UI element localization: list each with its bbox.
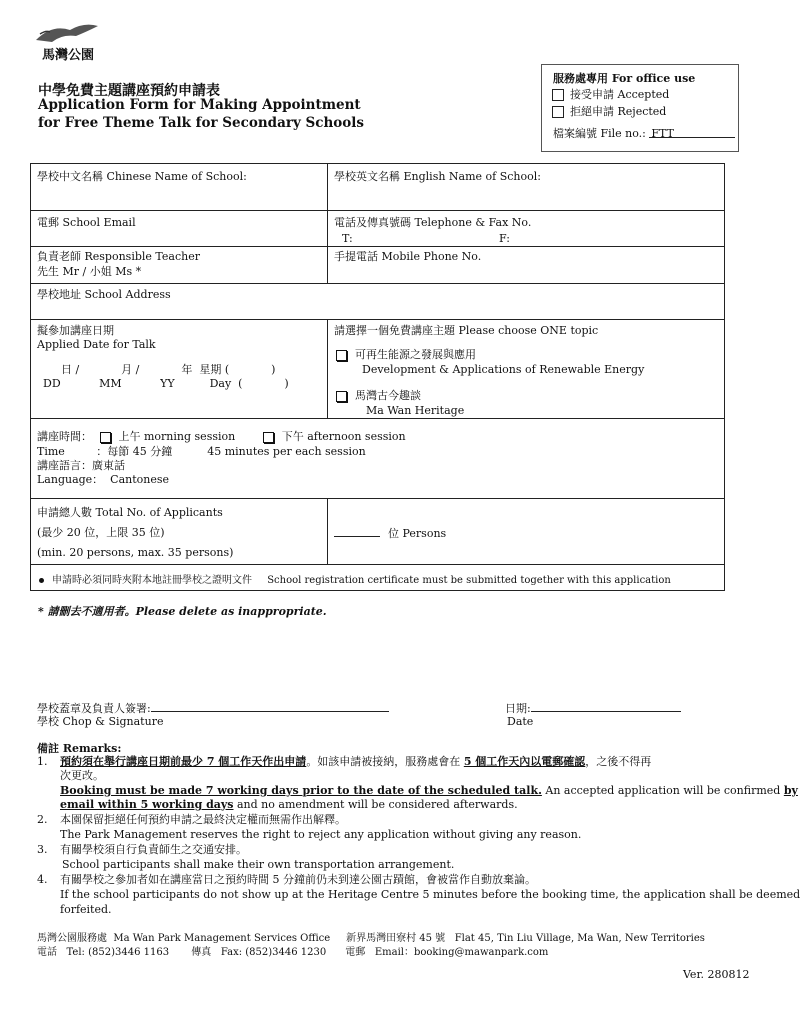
applicants-range-en: (min. 20 persons, max. 35 persons): [37, 546, 234, 559]
ma-wan-park-logo: [32, 20, 102, 66]
office-accepted[interactable]: [552, 88, 669, 101]
remark2-num: 2.: [37, 813, 48, 826]
title-chinese: 中學免費主題講座預約申請表: [38, 83, 220, 99]
remark1-cn: 預約須在舉行講座日期前最少 7 個工作天作出申請。如該申請被接納，服務處會在 5 個工作天內以電郵確認，之後不得再: [60, 755, 652, 768]
date-en-fields: DD MM YY Day ( ): [43, 377, 289, 390]
topic1-en: Development & Applications of Renewable Energy: [362, 363, 645, 376]
note-en: School registration certificate must be submitted together with this application: [267, 575, 671, 586]
signature-en: 學校 Chop & Signature: [37, 715, 164, 728]
office-rejected[interactable]: [552, 105, 666, 118]
teacher-title-label: 先生 Mr / 小姐 Ms *: [37, 265, 142, 278]
tel-fax-label: 電話及傳真號碼 Telephone & Fax No.: [334, 216, 532, 229]
date-cn: 日期:: [505, 702, 531, 715]
applicants-range-cn: (最少 20 位，上限 35 位): [37, 526, 165, 539]
topic2-option[interactable]: [336, 389, 421, 402]
remark4-cn: 有關學校之參加者如在講座當日之預約時間 5 分鐘前仍未到達公園古蹟館，會被當作自動放棄論。: [60, 873, 536, 886]
mobile-label: 手提電話 Mobile Phone No.: [334, 250, 482, 263]
title-english-line1: Application Form for Making Appointment: [38, 97, 361, 113]
chinese-name-label: 學校中文名稱 Chinese Name of School:: [37, 170, 247, 183]
footer-contact: 電話 Tel: (852)3446 1163 傳真 Fax: (852)3446 1230 電郵 Email：booking@mawanpark.com: [37, 947, 549, 958]
note-cn: 申請時必須同時夾附本地註冊學校之證明文件: [52, 575, 252, 586]
topic2-en: Ma Wan Heritage: [366, 404, 465, 417]
file-no-label: 檔案編號 File no.:: [553, 127, 646, 140]
file-no-row: [553, 127, 735, 140]
remark1-num: 1.: [37, 755, 48, 768]
office-heading: 服務處專用 For office use: [553, 72, 696, 85]
address-label: 學校地址 School Address: [37, 288, 171, 301]
remark1-cn-cont: 次更改。: [60, 769, 104, 782]
topic1-checkbox[interactable]: [336, 350, 347, 361]
date-cn-fields: 日 / 月 / 年 星期 ( ): [61, 363, 276, 376]
morning-checkbox[interactable]: [100, 432, 111, 443]
version-label: Ver. 280812: [683, 968, 750, 981]
remark4-en: If the school participants do not show up at the Heritage Centre 5 minutes before the booking time, the application shall be deemed: [60, 888, 800, 901]
time-duration-row: [37, 445, 366, 458]
remark4-en-cont: forfeited.: [60, 903, 112, 916]
afternoon-checkbox[interactable]: [263, 432, 274, 443]
time-duration: 每節 45 分鐘 45 minutes per each session: [107, 445, 366, 458]
topic1-option[interactable]: [336, 348, 476, 361]
date-field[interactable]: [531, 701, 681, 712]
teacher-label: 負責老師 Responsible Teacher: [37, 250, 200, 263]
topic1-cn: 可再生能源之發展與應用: [355, 348, 476, 361]
date-en-label: Applied Date for Talk: [37, 338, 156, 351]
session-row: [37, 430, 406, 443]
persons-label: 位 Persons: [388, 527, 447, 540]
remark1-en-cont: email within 5 working days and no amendment will be considered afterwards.: [60, 798, 518, 811]
topic-heading: 請選擇一個免費講座主題 Please choose ONE topic: [334, 324, 599, 337]
remark4-num: 4.: [37, 873, 48, 886]
date-cn-label: 擬參加講座日期: [37, 324, 114, 337]
time-label-en: Time ：: [37, 445, 108, 458]
remarks-heading: 備註 Remarks:: [37, 742, 122, 755]
persons-row: [334, 526, 446, 540]
footer-address: 馬灣公園服務處 Ma Wan Park Management Services Office 新界馬灣田寮村 45 號 Flat 45, Tin Liu Village, Ma Wan, New Territories: [37, 933, 705, 944]
persons-field[interactable]: [334, 526, 380, 537]
tel-f-label: F:: [499, 232, 510, 245]
remark3-num: 3.: [37, 843, 48, 856]
topic2-cn: 馬灣古今趣談: [355, 389, 421, 402]
remark2-cn: 本園保留拒絕任何預約申請之最終決定權而無需作出解釋。: [60, 813, 346, 826]
signature-cn: 學校蓋章及負責人簽署:: [37, 702, 151, 715]
file-no-field[interactable]: [649, 127, 735, 138]
title-english-line2: for Free Theme Talk for Secondary Schools: [38, 115, 365, 131]
signature-field[interactable]: [151, 701, 389, 712]
english-name-label: 學校英文名稱 English Name of School:: [334, 170, 541, 183]
language-en: Language： Cantonese: [37, 473, 170, 486]
logo-text: 馬灣公園: [42, 48, 95, 63]
remark2-en: The Park Management reserves the right to reject any application without giving any reason.: [60, 828, 582, 841]
delete-note: * 請刪去不適用者。Please delete as inappropriate.: [38, 605, 327, 618]
accepted-checkbox[interactable]: [552, 89, 564, 101]
remark3-cn: 有關學校須自行負責師生之交通安排。: [60, 843, 247, 856]
applicants-label: 申請總人數 Total No. of Applicants: [37, 506, 223, 519]
email-label: 電郵 School Email: [37, 216, 136, 229]
remark1-en: Booking must be made 7 working days prior to the date of the scheduled talk. An accepted application will be confirmed by: [60, 784, 798, 797]
date-row: [505, 701, 681, 715]
accepted-label: 接受申請 Accepted: [570, 88, 670, 101]
date-en: Date: [507, 715, 534, 728]
afternoon-label: 下午 afternoon session: [281, 430, 406, 443]
rejected-checkbox[interactable]: [552, 106, 564, 118]
tel-t-label: T:: [342, 232, 353, 245]
rejected-label: 拒絕申請 Rejected: [570, 105, 667, 118]
language-cn: 講座語言：廣東話: [37, 459, 125, 472]
bullet-icon: [39, 578, 44, 583]
file-no-value: FTT: [651, 127, 674, 140]
time-label-cn: 講座時間：: [37, 430, 92, 443]
topic2-checkbox[interactable]: [336, 391, 347, 402]
office-use-box: [541, 64, 739, 152]
morning-label: 上午 morning session: [118, 430, 236, 443]
certificate-note: [39, 574, 671, 587]
remark3-en: School participants shall make their own transportation arrangement.: [62, 858, 455, 871]
signature-row: [37, 701, 389, 715]
application-form-table: [30, 163, 725, 591]
